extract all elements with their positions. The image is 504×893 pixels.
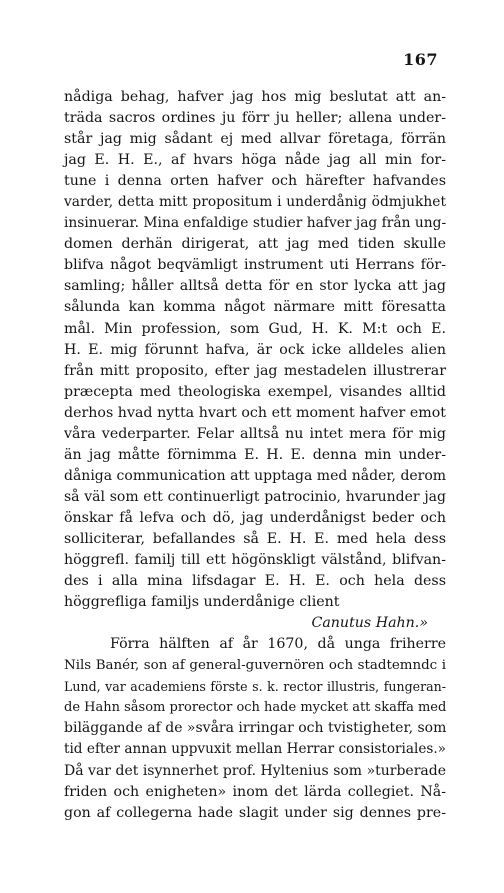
text-line: gon af collegerna hade slagit under sig dennes pre- — [64, 804, 446, 821]
text-line: Förra hälften af år 1670, då unga friherre — [110, 636, 446, 653]
text-line: biläggande af de »svåra irringar och tvistigheter, som — [64, 720, 447, 737]
text-line: friden och enigheten» inom det lärda collegiet. Nå- — [64, 783, 446, 800]
text-line: Lund, var academiens förste s. k. rector illustris, fungeran- — [64, 679, 446, 695]
text-line: præcepta med theologiska exempel, visandes alltid — [64, 383, 446, 400]
page-number: 167 — [403, 50, 438, 69]
text-line: så väl som ett continuerligt patrocinio, hvarunder jag — [64, 488, 446, 505]
text-line: varder, detta mitt propositum i underdånig ödmjukhet — [64, 194, 446, 211]
text-line: derhos hvad nytta hvart och ett moment hafver emot — [64, 404, 446, 421]
text-line: önskar få lefva och dö, jag underdånigst beder och — [64, 509, 446, 526]
text-line: dåniga communication att upptaga med nåder, derom — [64, 467, 447, 484]
text-line: tid efter annan uppvuxit mellan Herrar consistoriales.» — [64, 741, 446, 758]
text-line: än jag måtte förnimma E. H. E. denna min under- — [64, 446, 446, 463]
text-line: från mitt proposito, efter jag mestadelen illustrerar — [64, 362, 446, 379]
body-text — [64, 87, 446, 824]
text-line: H. E. mig förunnt hafva, är ock icke alldeles alien — [64, 341, 446, 358]
text-line: Nils Banér, son af general-guvernören och stadtemndc i — [64, 658, 446, 674]
text-line: mål. Min profession, som Gud, H. K. M:t och E. — [64, 320, 446, 337]
signature-line: Canutus Hahn.» — [311, 615, 428, 632]
text-line: insinuerar. Mina enfaldige studier hafver jag från ung- — [64, 215, 447, 232]
text-line: höggrefliga familjs underdånige client — [64, 594, 340, 611]
text-line: nådiga behag, hafver jag hos mig beslutat att an- — [64, 89, 446, 105]
text-line: Då var det isynnerhet prof. Hyltenius som »turberade — [64, 762, 446, 779]
text-line: samling; håller alltså detta för en stor lycka att jag — [64, 278, 446, 295]
text-line: våra vederparter. Felar alltså nu intet mera för mig — [64, 425, 446, 442]
text-line: blifva något beqvämligt instrument uti Herrans för- — [64, 257, 446, 274]
text-line: jag E. H. E., af hvars höga nåde jag all min for- — [64, 152, 446, 169]
text-line: des i alla mina lifsdagar E. H. E. och hela dess — [64, 573, 446, 590]
text-line: står jag mig sådant ej med allvar företaga, förrän — [64, 131, 446, 148]
text-line: tune i denna orten hafver och härefter hafvandes — [64, 173, 446, 190]
text-line: höggrefl. familj till ett högönskligt välstånd, blifvan- — [64, 552, 446, 569]
text-line: solliciterar, befallandes så E. H. E. med hela dess — [64, 530, 446, 547]
text-line: sålunda kan komma något närmare mitt föresatta — [64, 299, 446, 316]
text-line: de Hahn såsom prorector och hade mycket att skaffa med — [64, 700, 447, 716]
text-line: träda sacros ordines ju förr ju heller; allena under- — [64, 110, 446, 127]
text-line: domen derhän dirigerat, att jag med tiden skulle — [64, 236, 446, 253]
